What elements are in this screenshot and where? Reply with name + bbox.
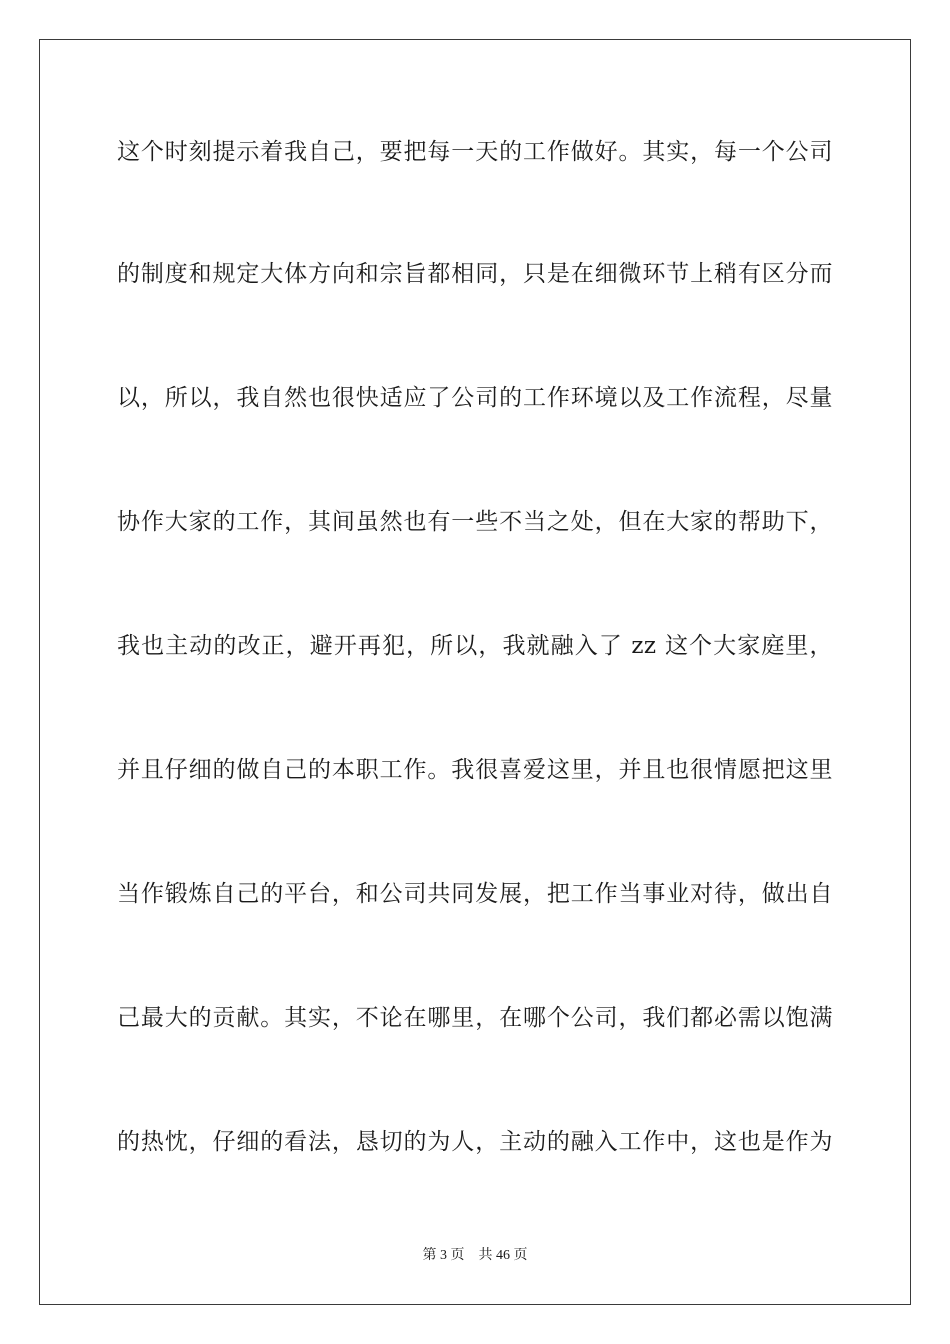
body-line-3: 以，所以，我自然也很快适应了公司的工作环境以及工作流程，尽量 <box>117 385 833 411</box>
body-line-8: 己最大的贡献。其实，不论在哪里，在哪个公司，我们都必需以饱满 <box>117 1005 833 1031</box>
body-line-1: 这个时刻提示着我自己，要把每一天的工作做好。其实，每一个公司 <box>117 139 833 165</box>
page-footer <box>0 1246 950 1266</box>
page-number: 第 3 页 <box>422 1248 465 1263</box>
body-line-4: 协作大家的工作，其间虽然也有一些不当之处，但在大家的帮助下， <box>117 509 833 535</box>
body-line-2: 的制度和规定大体方向和宗旨都相同，只是在细微环节上稍有区分而 <box>117 261 833 287</box>
page-border <box>39 39 911 1305</box>
body-line-5: 我也主动的改正，避开再犯，所以，我就融入了 zz 这个大家庭里， <box>117 633 833 659</box>
body-line-7: 当作锻炼自己的平台，和公司共同发展，把工作当事业对待，做出自 <box>117 881 833 907</box>
body-line-9: 的热忱，仔细的看法，恳切的为人，主动的融入工作中，这也是作为 <box>117 1129 833 1155</box>
body-line-6: 并且仔细的做自己的本职工作。我很喜爱这里，并且也很情愿把这里 <box>117 757 833 783</box>
total-pages: 共 46 页 <box>478 1248 528 1263</box>
